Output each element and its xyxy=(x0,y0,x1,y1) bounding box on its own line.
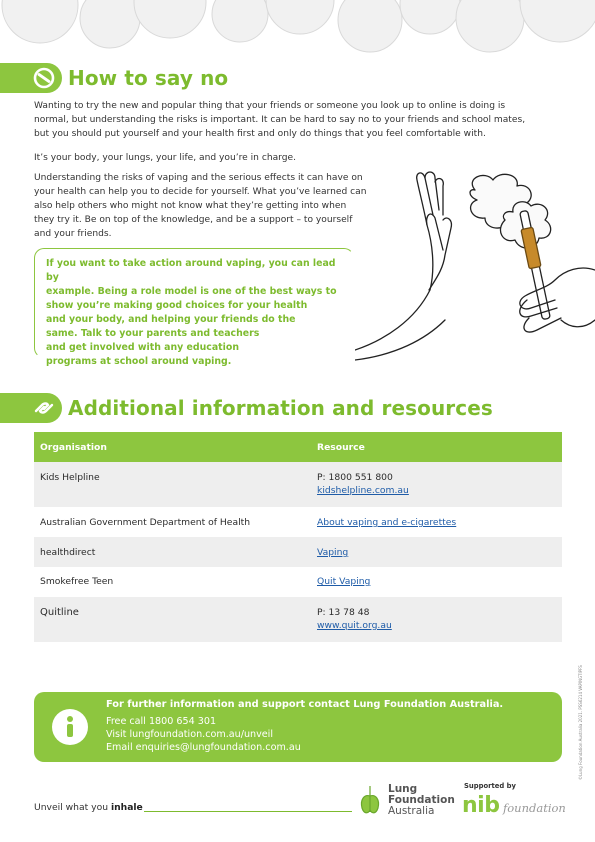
resource-link[interactable]: About vaping and e-cigarettes xyxy=(317,517,457,528)
text-line: also help others who might not know what they’re getting into when xyxy=(34,201,347,211)
text-line: Understanding the risks of vaping and the serious effects it can have on xyxy=(34,173,363,183)
supported-by-label: Supported by xyxy=(464,782,516,790)
organisation-cell: Kids Helpline xyxy=(40,472,100,483)
risks-paragraph xyxy=(34,171,384,241)
logo-text-line: Australia xyxy=(388,805,435,817)
resource-link[interactable]: www.quit.org.au xyxy=(317,620,392,631)
resource-cell xyxy=(317,472,562,496)
nib-foundation-text: foundation xyxy=(503,801,566,815)
text-line: normal, but understanding the risks is important. It can be hard to say no to your friends and school mates, xyxy=(34,115,526,125)
cloud-border-decoration xyxy=(0,0,595,70)
callout-line: and get involved with any education xyxy=(46,342,239,353)
phone-text: P: 13 78 48 xyxy=(317,607,370,618)
resource-link[interactable]: Vaping xyxy=(317,547,349,558)
callout-line: If you want to take action around vaping, you can lead by xyxy=(46,258,336,283)
callout-line: example. Being a role model is one of the best ways to xyxy=(46,286,337,297)
no-entry-icon xyxy=(33,67,55,89)
text-line: It’s your body, your lungs, your life, and you’re in charge. xyxy=(34,153,297,163)
copyright-side-text: ©Lung Foundation Australia 2021. PSS6214 VAPINGTIPFS xyxy=(578,665,583,780)
table-header xyxy=(34,432,562,462)
phone-text: P: 1800 551 800 xyxy=(317,472,393,483)
heading-tab xyxy=(0,63,62,93)
info-icon xyxy=(52,709,88,745)
section-title: How to say no xyxy=(68,66,229,90)
callout-line: show you’re making good choices for your health xyxy=(46,300,308,311)
text-line: and your friends. xyxy=(34,229,112,239)
text-line: but you should put yourself and your health first and only do things that you feel comfortable with. xyxy=(34,129,486,139)
resource-cell xyxy=(317,576,562,587)
organisation-cell: Smokefree Teen xyxy=(40,576,114,587)
resource-cell xyxy=(317,517,562,528)
tagline-prefix: Unveil what you xyxy=(34,802,109,813)
heading-tab xyxy=(0,393,62,423)
callout-line: and your body, and helping your friends do the xyxy=(46,314,296,325)
organisation-cell: Quitline xyxy=(40,607,79,618)
table-row xyxy=(34,462,562,507)
info-email[interactable]: Email enquiries@lungfoundation.com.au xyxy=(106,742,301,753)
organisation-cell: healthdirect xyxy=(40,547,96,558)
footer-tagline xyxy=(34,802,143,813)
table-row xyxy=(34,507,562,537)
callout-line: programs at school around vaping. xyxy=(46,356,232,367)
text-line: they try it. Be on top of the knowledge, and be a support – to yourself xyxy=(34,215,353,225)
callout-line: same. Talk to your parents and teachers xyxy=(46,328,260,339)
logo-text-line: Lung xyxy=(388,783,418,795)
how-to-say-no-heading xyxy=(0,63,228,93)
column-header-organisation: Organisation xyxy=(40,441,107,453)
resource-link[interactable]: kidshelpline.com.au xyxy=(317,485,409,496)
nib-logo-text: nib xyxy=(462,793,500,818)
contact-info-box xyxy=(34,692,562,762)
tagline-bold: inhale xyxy=(110,802,143,813)
column-header-resource: Resource xyxy=(317,441,365,453)
logo-text-line: Foundation xyxy=(388,794,455,806)
resources-heading xyxy=(0,393,493,423)
intro-paragraph xyxy=(34,99,564,141)
callout-text xyxy=(46,257,351,369)
footer-divider xyxy=(144,811,352,812)
text-line: Wanting to try the new and popular thing that your friends or someone you look up to online is doing is xyxy=(34,101,506,111)
resource-link[interactable]: Quit Vaping xyxy=(317,576,371,587)
info-heading: For further information and support contact Lung Foundation Australia. xyxy=(106,699,504,710)
table-row xyxy=(34,597,562,642)
text-line: your health can help you to decide for yourself. What you’ve learned can xyxy=(34,187,367,197)
resources-table xyxy=(34,432,562,642)
resource-cell xyxy=(317,607,562,631)
hands-vape-illustration xyxy=(355,170,595,370)
resource-cell xyxy=(317,547,562,558)
info-phone: Free call 1800 654 301 xyxy=(106,716,217,727)
info-website[interactable]: Visit lungfoundation.com.au/unveil xyxy=(106,729,274,740)
table-row xyxy=(34,567,562,597)
organisation-cell: Australian Government Department of Health xyxy=(40,517,251,528)
helping-hands-icon xyxy=(33,397,55,419)
section-title: Additional information and resources xyxy=(68,396,493,420)
table-row xyxy=(34,537,562,567)
in-charge-paragraph xyxy=(34,151,564,165)
